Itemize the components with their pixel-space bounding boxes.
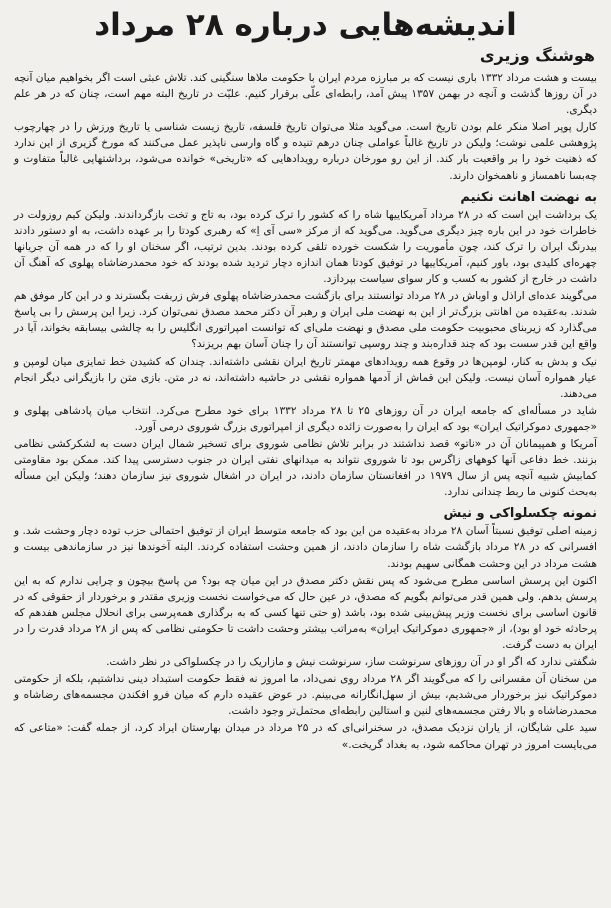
intro-block <box>14 70 597 184</box>
paragraph: سید علی شایگان، از یاران نزدیک مصدق، در سخنرانی‌ای که در ۲۵ مرداد در میدان بهارستان ایراد کرد، از جمله گفت: «متاعی که می‌بایست امروز در تهران محاکمه شود، به بغداد گریخت.» <box>14 722 597 751</box>
section-heading: به نهضت اهانت نکنیم <box>460 189 597 205</box>
paragraph: زمینه اصلی توفیق نسبتاً آسان ۲۸ مرداد به‌عقیده من این بود که جامعه متوسط ایران از توفیق احتمالی حزب توده دچار وحشت شد. و افسرانی که در ۲۸ مرداد بازگشت شاه را سازمان دادند، از همین وحشت استفاده کردند. البته آخوندها نیز در سازماندهی بیست و هشت مرداد در این وحشت همگانی سهیم بودند. <box>14 525 597 570</box>
paragraph: من سخنان آن مفسرانی را که می‌گویند اگر ۲۸ مرداد روی نمی‌داد، ما امروز نه فقط حکومت استبداد دینی نداشتیم، بلکه از حکومتی دموکراتیک نیز برخوردار می‌شدیم، بیش از سهل‌انگارانه می‌بینم. در عوض عقیده دارم که میان فرو افکندن مجسمه‌های رضاشاه و محمدرضاشاه و بالا رفتن مجسمه‌های لنین و استالین رابطه‌ای محتمل‌تر وجود داشت. <box>14 673 598 718</box>
paragraph: آمریکا و همپیمانان آن در «ناتو» قصد نداشتند در برابر تلاش نظامی شوروی برای تسخیر شمال ایران دست به لشکرکشی نظامی بزنند. خط دفاعی آنها کوههای زاگرس بود تا شوروی نتواند به میدانهای نفتی ایران در جنوب دسترسی پیدا کند. ممکن بود مقاومتی کمابیش شبیه آنچه پس از سال ۱۹۷۹ در افغانستان سازمان دادند، در ایران در اشغال شوروی نیز سازمان دهند؛ ولیکن این مسأله به‌بحث کنونی ما ربط چندانی ندارد. <box>14 437 597 499</box>
article-title: اندیشه‌هایی درباره ۲۸ مرداد <box>94 7 517 43</box>
section-heading: نمونه چکسلواکی و نیش <box>443 506 597 522</box>
author-name: هوشنگ وزیری <box>479 46 595 65</box>
paragraph: بیست و هشت مرداد ۱۳۳۲ باری نیست که بر مبارزه مردم ایران با حکومت ملاها سنگینی کند. تلاش عبثی است اگر بخواهیم میان آنچه در آن روزها گذشت و آنچه در بهمن ۱۳۵۷ پیش آمد، رابطه‌ای علّی برقرار کنیم. علیّت در تاریخ البته مهم است، چنان که در هر علم دیگری. <box>14 72 598 117</box>
paragraph: کارل پوپر اصلا منکر علم بودن تاریخ است. می‌گوید مثلا می‌توان تاریخ فلسفه، تاریخ زیست شناسی یا تاریخ ورزش را در چهارچوب پژوهشی علمی نوشت؛ ولیکن در تاریخ غالباً عواملی چنان درهم تنیده و گاه وارسی ناپذیر عمل می‌کنند که مورخ گزیری از این ندارد که ذهنیت خود را بر واقعیت بار کند. از این رو مورخان درباره رویدادهایی که «تاریخی» خوانده می‌شود، برداشتهایی غالباً متفاوت و چه‌بسا ناهمساز و ناهمخوان دارند. <box>14 121 597 182</box>
paragraph: یک برداشت این است که در ۲۸ مرداد آمریکاییها شاه را که کشور را ترک کرده بود، به تاج و تخت بازگرداندند. ولیکن کیم روزولت در خاطرات خود در این باره چیز دیگری می‌گوید. می‌گوید که از مرکز «سی آی اِ» که رهبری کودتا را بر عهده داشت، به او دستور دادند بیدرنگ ایران را ترک کند، چون مأموریت را شکست خورده تلقی کرده بودند. بدین ترتیب، اگر سخنان او را که در همه آن جریانها چهره‌ای کلیدی بود، باور کنیم، آمریکاییها در توفیق کودتا همان اندازه دچار تردید شده بودند که خود محمدرضاشاه پهلوی که آهنگ آن داشت در خارج از کشور به کسب و کار سوای سیاست بپردازد. <box>14 208 598 286</box>
paragraph: نیک و بدش به کنار، لومپن‌ها در وقوع همه رویدادهای مهمتر تاریخ ایران نقشی داشته‌اند. چندان که کشیدن خط تمایزی میان لومپن و عیار همواره آسان نیست. ولیکن این قماش از آدمها همواره نقشی در حاشیه داشته‌اند، نه در متن. بازی متن را بازیگرانی دیگر انجام می‌دهند. <box>14 355 597 400</box>
paragraph: شاید در مسأله‌ای که جامعه ایران در آن روزهای ۲۵ تا ۲۸ مرداد ۱۳۳۲ برای خود مطرح می‌کرد. انتخاب میان پادشاهی پهلوی و «جمهوری دموکراتیک ایران» بود که ایران را به‌صورت زائده دیگری از امپراتوری بزرگ شوروی درمی آورد. <box>14 404 598 433</box>
section-insult <box>14 189 597 501</box>
paragraph: اکنون این پرسش اساسی مطرح می‌شود که پس نقش دکتر مصدق در این میان چه بود؟ من پاسخ بیچون و چرایی ندارم که به این پرسش بدهم. ولی همین قدر می‌توانم بگویم که مصدق، در عین حال که می‌خواست نخست وزیری مقتدر و برخوردار از حقوقی که در قانون اساسی برای نخست وزیر پیش‌بینی شده بود، باشد (و حتی تنها کسی که به برگذاری همه‌پرسی برای انحلال مجلس هفدهم که پرحادثه خود او بود)، از «جمهوری دموکراتیک ایران» به‌مراتب بیشتر وحشت داشت تا حکومتی نظامی که پس از ۲۸ مرداد قدرت را در ایران به دست گرفت. <box>14 574 597 651</box>
section-czechoslovakia <box>14 505 597 752</box>
paragraph: می‌گویند عده‌ای اراذل و اوباش در ۲۸ مرداد توانستند برای بازگشت محمدرضاشاه پهلوی فرش زربفت بگسترند و در این کار موفق هم شدند. به‌عقیده من اهانتی بزرگ‌تر از این به نهضت ملی ایران و رهبر آن دکتر محمد مصدق نمی‌توان کرد. زیرا این پرسش را بی پاسخ می‌گذارد که زیربنای محبوبیت حکومت ملی مصدق و نهضت ملی‌ای که توانست امپراتوری انگلیس را به چالشی بیسابقه بخواند، آیا در واقع این قدر سست بود که چند قداره‌بند و چند روسپی توانستند آن را چنان آسان بهم بریزند؟ <box>14 290 597 351</box>
paragraph: شگفتی ندارد که اگر او در آن روزهای سرنوشت ساز، سرنوشت نیش و مازاریک را در چکسلواکی در نظر داشت. <box>106 656 597 669</box>
